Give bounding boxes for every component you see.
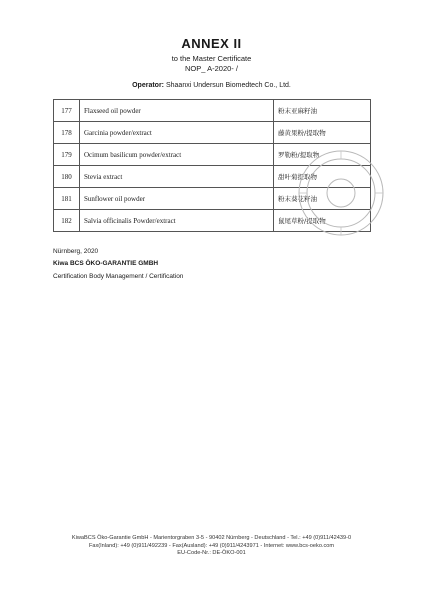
- operator-line: [0, 82, 423, 89]
- product-name: Sunflower oil powder: [80, 188, 274, 210]
- product-name-chinese: 甜叶菊提取物: [274, 166, 371, 188]
- product-name-chinese: 鼠尾草粉/提取物: [274, 210, 371, 232]
- footer-eu-code: EU-Code-Nr.: DE-ÖKO-001: [177, 550, 246, 557]
- product-name-chinese: 藤黄果粉/提取物: [274, 122, 371, 144]
- product-number: 180: [54, 166, 80, 188]
- table-row: [54, 210, 371, 232]
- page-footer: [0, 535, 423, 558]
- product-number: 178: [54, 122, 80, 144]
- product-number: 182: [54, 210, 80, 232]
- table-row: [54, 188, 371, 210]
- operator-name: Shaanxi Undersun Biomedtech Co., Ltd.: [165, 82, 291, 89]
- certificate-number: NOP_ A-2020- /: [185, 64, 238, 73]
- table-row: [54, 166, 371, 188]
- product-name: Flaxseed oil powder: [80, 100, 274, 122]
- product-name: Ocimum basilicum powder/extract: [80, 144, 274, 166]
- master-certificate-subtitle: to the Master Certificate: [171, 54, 252, 63]
- certification-department: Certification Body Management / Certification: [53, 273, 184, 280]
- certifying-company: Kiwa BCS ÖKO-GARANTIE GMBH: [53, 260, 159, 267]
- table-row: [54, 144, 371, 166]
- product-number: 181: [54, 188, 80, 210]
- product-name-chinese: 粉末葵花籽油: [274, 188, 371, 210]
- place-and-date: Nürnberg, 2020: [53, 248, 99, 255]
- table-row: [54, 122, 371, 144]
- product-name-chinese: 罗勒粉/提取物: [274, 144, 371, 166]
- product-name: Salvia officinalis Powder/extract: [80, 210, 274, 232]
- product-name: Garcinia powder/extract: [80, 122, 274, 144]
- product-name-chinese: 粉末亚麻籽油: [274, 100, 371, 122]
- table-row: [54, 100, 371, 122]
- footer-address: KiwaBCS Öko-Garantie GmbH - Marientorgraben 3-5 - 90402 Nürnberg - Deutschland - Tel.: +49 (0)911/42439-0: [71, 535, 352, 541]
- product-table: [53, 99, 371, 232]
- operator-label: Operator:: [132, 82, 165, 89]
- footer-contact: Fax(Inland): +49 (0)911/492239 - Fax(Ausland): +49 (0)911/4243971 - Internet: www.bcs-oeko.com: [88, 542, 335, 549]
- product-number: 179: [54, 144, 80, 166]
- product-name: Stevia extract: [80, 166, 274, 188]
- annex-title: ANNEX II: [181, 36, 242, 51]
- product-number: 177: [54, 100, 80, 122]
